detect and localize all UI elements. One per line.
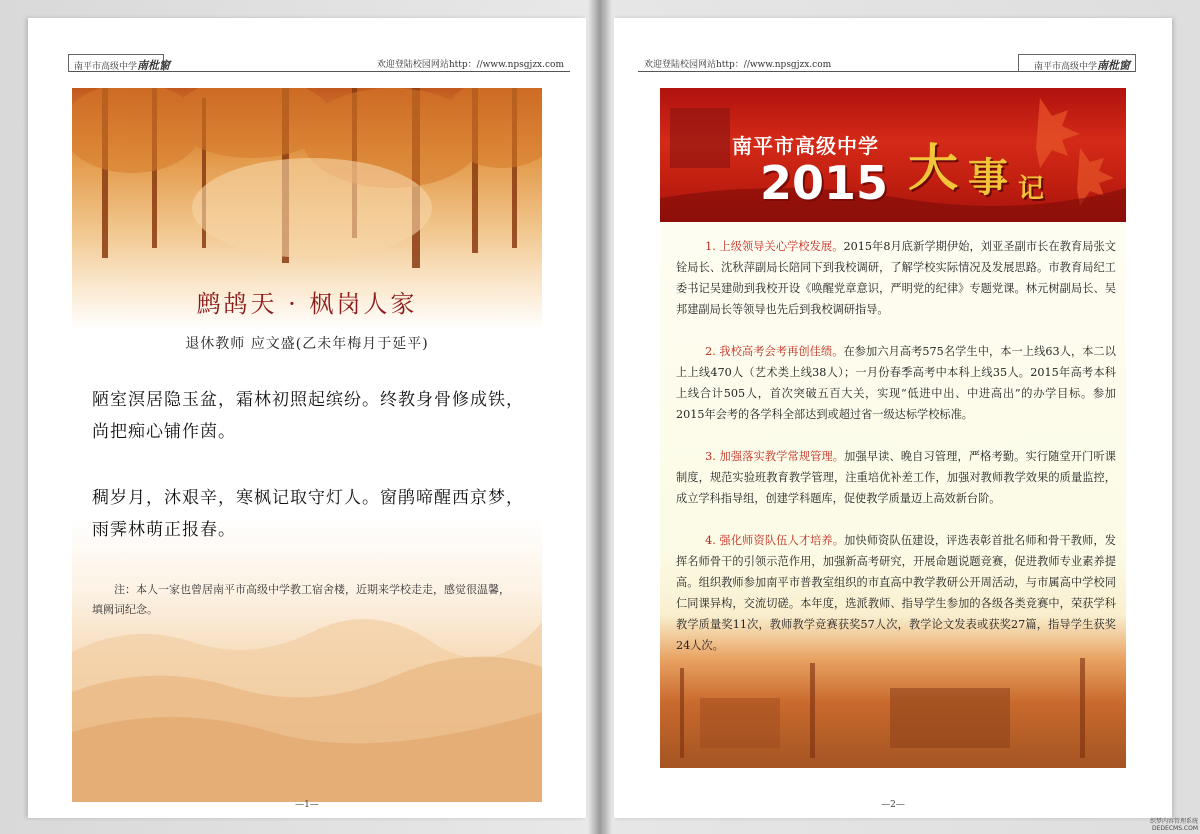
right-page-header [638, 54, 1136, 72]
event-item [676, 341, 1116, 425]
header-school-name: 南平市高级中学南枇窗 [74, 59, 171, 72]
event-text: 在参加六月高考575名学生中，本一上线63人，本二以上上线470人（艺术类上线38人）；一月份春季高考中本科上线35人。2015年高考本科上线合计505人，首次突破五百大关，实现“低进中出、中进高出”的办学目标。参加2015年会考的各学科全部达到或超过省一级达标学校标准。 [676, 345, 1116, 421]
header-brand-logo: 南枇窗 [1097, 59, 1130, 72]
event-heading: 2. 我校高考会考再创佳绩。 [705, 345, 844, 358]
poem-note: 注：本人一家也曾居南平市高级中学教工宿舍楼，近期来学校走走，感觉很温馨，填阙词纪念。 [92, 583, 510, 616]
event-text: 加强早读、晚自习管理，严格考勤。实行随堂开门听课制度，规范实验班教育教学管理，注重培优补差工作，加强对教师教学效果的质量监控，成立学科指导组，创建学科题库，促使教学质量迈上高效新台阶。 [676, 450, 1116, 505]
event-heading: 3. 加强落实教学常规管理。 [705, 450, 845, 463]
event-text: 2015年8月底新学期伊始，刘亚圣副市长在教育局张文铨局长、沈秋萍副局长陪同下到我校调研，了解学校实际情况及发展思路。市教育局纪工委书记吴建勋到我校开设《唤醒党章意识，严明党的纪律》专题党课。林元树副局长、吴邦建副局长等领导也先后到我校调研指导。 [676, 240, 1116, 316]
header-school-name: 南平市高级中学南枇窗 [1033, 59, 1130, 72]
page-number: —1— [295, 800, 319, 810]
event-heading: 1. 上级领导关心学校发展。 [705, 240, 844, 253]
event-item [676, 236, 1116, 320]
event-heading: 4. 强化师资队伍人才培养。 [705, 534, 845, 547]
poem-author: 退休教师 应文盛(乙未年梅月于延平) [185, 336, 429, 352]
left-page [28, 18, 586, 818]
maple-leaves-decoration [660, 88, 1126, 222]
page-number: —2— [881, 800, 905, 810]
banner-year: 2015 [760, 156, 889, 210]
header-website: 欢迎登陆校园网站http：//www.npsgjzx.com [376, 60, 564, 70]
campus-photo [660, 658, 1126, 768]
right-page [614, 18, 1172, 818]
event-item [676, 446, 1116, 509]
banner-school-name: 南平市高级中学 [732, 134, 879, 158]
banner-title-char-1: 大 [908, 138, 958, 197]
events-content [660, 222, 1126, 768]
poem-verse-2: 稠岁月，沐艰辛，寒枫记取守灯人。窗鹃啼醒西京梦，雨霁林萌正报春。 [92, 488, 524, 540]
left-page-header [68, 54, 570, 72]
event-text: 加快师资队伍建设，评选表彰首批名师和骨干教师，发挥名师骨干的引领示范作用，加强新高考研究，开展命题说题竞赛，促进教师专业素养提高。组织教师参加南平市普教室组织的市直高中教学教研公开周活动，与市属高中学校同仁同课异构，交流切磋。本年度，选派教师、指导学生参加的各级各类竞赛中，荣获学科教学质量奖11次，教师教学竞赛获奖57人次，教学论文发表或获奖27篇，指导学生获奖24人次。 [676, 534, 1116, 652]
poem-title: 鹧鸪天 · 枫岗人家 [196, 290, 418, 318]
header-brand-logo: 南枇窗 [137, 59, 171, 72]
event-item [676, 530, 1116, 656]
banner-title-char-3: 记 [1018, 174, 1045, 204]
autumn-trees-image [72, 88, 542, 288]
watermark: 织梦内容管理系统 DEDECMS.COM [1149, 818, 1198, 832]
poem-artwork [72, 88, 542, 802]
banner-title-char-2: 事 [968, 154, 1008, 201]
annual-events-banner [660, 88, 1126, 222]
poem-verse-1: 陋室溟居隐玉盆，霜林初照起缤纷。终教身骨修成铁，尚把痴心铺作茵。 [92, 390, 524, 442]
header-website-text: 欢迎登陆校园网站http：//www.npsgjzx.com [644, 60, 832, 70]
